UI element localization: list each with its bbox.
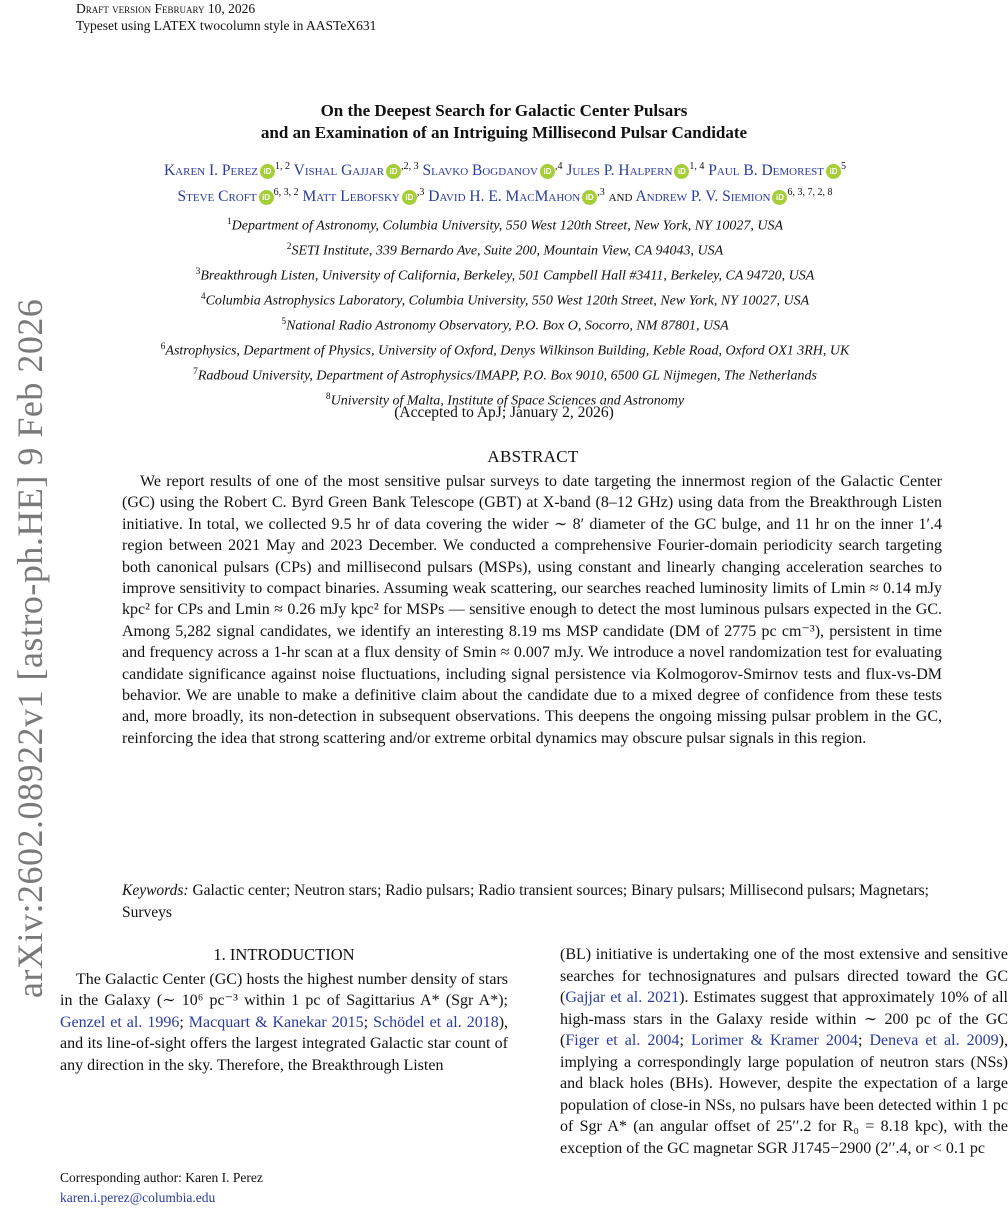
author-affil-sup: 3 bbox=[599, 187, 605, 199]
author-sep: , bbox=[554, 161, 558, 172]
corresponding-author: Corresponding author: Karen I. Perez bbox=[60, 1170, 263, 1185]
author-name[interactable]: Paul B. Demorest bbox=[708, 162, 825, 180]
affiliations bbox=[60, 212, 950, 412]
abstract-body: We report results of one of the most sensitive pulsar surveys to date targeting the innermost region of the Galactic Center (GC) using the Robert C. Byrd Green Bank Telescope (GBT) at X-band (8–12 GHz) using data from the Breakthrough Listen initiative. In total, we collected 9.5 hr of data covering the wider ∼ 8′ diameter of the GC bulge, and 11 hr on the inner 1′.4 region between 2021 May and 2023 December. We conducted a comprehensive Fourier-domain periodicity search targeting both canonical pulsars (CPs) and millisecond pulsars (MSPs), using constant and linearly changing acceleration searches to improve sensitivity to compact binaries. Assuming weak scattering, our searches reached luminosity limits of Lmin ≈ 0.14 mJy kpc² for CPs and Lmin ≈ 0.26 mJy kpc² for MSPs — sensitive enough to detect the most luminous pulsars expected in the GC. Among 5,282 signal candidates, we identify an interesting 8.19 ms MSP candidate (DM of 2775 pc cm⁻³), persistent in time and frequency across a 1-hr scan at a flux density of Smin ≈ 0.007 mJy. We introduce a novel randomization test for evaluating candidate significance against noise fluctuations, including signal persistence via Kolmogorov-Smirnov tests and flux-vs-DM behavior. We are unable to make a definitive claim about the candidate due to a mixed degree of confidence from these tests and, more broadly, its non-detection in subsequent observations. This deepens the ongoing missing pulsar problem in the GC, reinforcing the idea that strong scattering and/or extreme orbital dynamics may obscure pulsar signals in this region. bbox=[122, 473, 942, 747]
section-title: INTRODUCTION bbox=[229, 945, 355, 964]
author-sep: , bbox=[597, 187, 600, 199]
author-affil-sup: 6, 3, 7, 2, 8 bbox=[787, 187, 833, 199]
affiliation-number: 3 bbox=[195, 266, 201, 277]
author-name[interactable]: Karen I. Perez bbox=[163, 162, 259, 180]
author-affil-sup: 4 bbox=[557, 161, 563, 172]
author-affil-sup: 5 bbox=[841, 161, 847, 172]
right-column bbox=[560, 944, 1008, 1159]
affiliation bbox=[60, 262, 950, 287]
author-sep: , bbox=[416, 187, 420, 199]
citation-link[interactable]: Deneva et al. 2009 bbox=[869, 1032, 999, 1049]
body-text: ). Estimates suggest that approximately 10% of all high-mass stars in the Galaxy reside within ∼ 200 pc of the GC ( bbox=[560, 989, 1008, 1049]
and-word: and bbox=[608, 188, 633, 206]
body-text: ), implying a correspondingly large population of neutron stars (NSs) and black holes (BHs). However, despite the expectation of a large population of close-in NSs, no pulsars have been detected within 1 pc of Sgr A* (an angular offset of 25′′.2 for R₀ = 8.18 kpc), with the exception of the GC magnetar SGR J1745−2900 (2′′.4, or < 0.1 pc bbox=[560, 1032, 1008, 1157]
author-name[interactable]: David H. E. MacMahon bbox=[428, 188, 581, 206]
orcid-icon[interactable]: iD bbox=[402, 190, 417, 205]
citation-link[interactable]: Figer et al. 2004 bbox=[565, 1032, 680, 1049]
affiliation-number: 8 bbox=[325, 391, 331, 402]
citation-link[interactable]: Lorimer & Kramer 2004 bbox=[690, 1032, 858, 1049]
affiliation-text: Columbia Astrophysics Laboratory, Columbia University, 550 West 120th Street, New York, NY 10027, USA bbox=[205, 293, 810, 309]
affiliation bbox=[60, 212, 950, 237]
keywords bbox=[122, 880, 952, 923]
paper-title bbox=[0, 100, 1008, 144]
author-affil-sup: 6, 3, 2 bbox=[273, 187, 299, 199]
keywords-label: Keywords: bbox=[122, 882, 189, 899]
affiliation-number: 2 bbox=[286, 241, 292, 252]
orcid-icon[interactable]: iD bbox=[260, 164, 275, 179]
affiliation-number: 7 bbox=[193, 366, 198, 377]
keywords-list: Galactic center; Neutron stars; Radio pulsars; Radio transient sources; Binary pulsars; Millisecond pulsars; Magnetars; Surveys bbox=[122, 882, 929, 921]
intro-text: The Galactic Center (GC) hosts the highest number density of stars in the Galaxy (∼ 10⁶ pc⁻³ within 1 pc of Sagittarius A* (Sgr A*); bbox=[60, 970, 508, 1009]
orcid-icon[interactable]: iD bbox=[826, 164, 841, 179]
author-name[interactable]: Andrew P. V. Siemion bbox=[635, 188, 771, 206]
citation-link[interactable]: Macquart & Kanekar 2015 bbox=[188, 1013, 364, 1031]
affiliation bbox=[60, 312, 950, 337]
orcid-icon[interactable]: iD bbox=[259, 190, 274, 205]
affiliation-number: 1 bbox=[226, 217, 232, 227]
author-name[interactable]: Matt Lebofsky bbox=[302, 188, 400, 206]
arxiv-identifier[interactable]: arXiv:2602.08922v1 [astro-ph.HE] 9 Feb 2026 bbox=[10, 298, 50, 998]
corresponding-author-footnote bbox=[60, 1168, 500, 1208]
author-name[interactable]: Slavko Bogdanov bbox=[422, 162, 538, 180]
acceptance-note: (Accepted to ApJ; January 2, 2026) bbox=[394, 404, 614, 421]
affiliation bbox=[60, 362, 950, 387]
author-name[interactable]: Vishal Gajjar bbox=[293, 162, 385, 180]
affiliation-text: Breakthrough Listen, University of California, Berkeley, 501 Campbell Hall #3411, Berkeley, CA 94720, USA bbox=[200, 268, 815, 284]
affiliation-text: Department of Astronomy, Columbia University, 550 West 120th Street, New York, NY 10027, USA bbox=[231, 218, 784, 234]
author-affil-sup: 3 bbox=[419, 187, 425, 199]
affiliation-text: Radboud University, Department of Astrophysics/IMAPP, P.O. Box 9010, 6500 GL Nijmegen, The Netherlands bbox=[197, 368, 817, 384]
affiliation-number: 6 bbox=[160, 341, 166, 352]
affiliation-number: 5 bbox=[281, 316, 287, 327]
orcid-icon[interactable]: iD bbox=[674, 164, 689, 179]
citation-link[interactable]: Gajjar et al. 2021 bbox=[565, 989, 680, 1006]
title-line-1: On the Deepest Search for Galactic Center Pulsars bbox=[320, 101, 688, 120]
affiliation-text: National Radio Astronomy Observatory, P.O. Box O, Socorro, NM 87801, USA bbox=[286, 318, 729, 334]
author-affil-sup: 2, 3 bbox=[403, 161, 419, 172]
affiliation-text: Astrophysics, Department of Physics, University of Oxford, Denys Wilkinson Building, Keble Road, Oxford OX1 3RH, UK bbox=[165, 343, 850, 359]
orcid-icon[interactable]: iD bbox=[386, 164, 401, 179]
citation-link[interactable]: Schödel et al. 2018 bbox=[373, 1013, 499, 1031]
section-number: 1. bbox=[213, 945, 226, 964]
typeset-line: Typeset using LATEX twocolumn style in AASTeX631 bbox=[76, 18, 377, 33]
author-affil-sup: 1, 2 bbox=[275, 161, 291, 172]
intro-paragraph: The Galactic Center (GC) hosts the highest number density of stars in the Galaxy (∼ 10⁶ pc⁻³ within 1 pc of Sagittarius A* (Sgr A*); Genzel et al. 1996; Macquart & Kanekar 2015; Schödel et al. 2018), and its line-of-sight offers the largest integrated Galactic star count of any direction in the sky. Therefore, the Breakthrough Listen bbox=[60, 970, 509, 1074]
title-line-2: and an Examination of an Intriguing Millisecond Pulsar Candidate bbox=[260, 123, 748, 142]
author-name[interactable]: Jules P. Halpern bbox=[566, 162, 673, 180]
section-heading bbox=[60, 944, 508, 966]
author-affil-sup: 1, 4 bbox=[689, 161, 705, 172]
author-email-link[interactable]: karen.i.perez@columbia.edu bbox=[60, 1190, 216, 1205]
intro-text: ), and its line-of-sight offers the largest integrated Galactic star count of any direction in the sky. Therefore, the Breakthrough Listen bbox=[60, 1013, 509, 1074]
affiliation bbox=[60, 287, 950, 312]
author-name[interactable]: Steve Croft bbox=[177, 188, 257, 206]
orcid-icon[interactable]: iD bbox=[582, 190, 597, 205]
citation-link[interactable]: Genzel et al. 1996 bbox=[60, 1013, 180, 1031]
affiliation-text: University of Malta, Institute of Space Sciences and Astronomy bbox=[330, 393, 685, 409]
affiliation-number: 4 bbox=[200, 291, 206, 302]
affiliation-text: SETI Institute, 339 Bernardo Ave, Suite 200, Mountain View, CA 94043, USA bbox=[291, 243, 724, 259]
abstract-heading: ABSTRACT bbox=[487, 447, 579, 466]
intro-continued: (BL) initiative is undertaking one of the most extensive and sensitive searches for technosignatures and pulsars directed toward the GC (Gajjar et al. 2021). Estimates suggest that approximately 10% of all high-mass stars in the Galaxy reside within ∼ 200 pc of the GC (Figer et al. 2004; Lorimer & Kramer 2004; Deneva et al. 2009), implying a correspondingly large population of neutron stars (NSs) and black holes (BHs). However, despite the expectation of a large population of close-in NSs, no pulsars have been detected within 1 pc of Sgr A* (an angular offset of 25′′.2 for R₀ = 8.18 kpc), with the exception of the GC magnetar SGR J1745−2900 (2′′.4, or < 0.1 pc bbox=[560, 946, 1008, 1157]
author-sep: , bbox=[401, 161, 404, 172]
affiliation bbox=[60, 237, 950, 262]
affiliation bbox=[60, 337, 950, 362]
orcid-icon[interactable]: iD bbox=[772, 190, 787, 205]
left-column bbox=[60, 944, 508, 1076]
body-text: (BL) initiative is undertaking one of the most extensive and sensitive searches for technosignatures and pulsars directed toward the GC ( bbox=[560, 946, 1008, 1006]
orcid-icon[interactable]: iD bbox=[540, 164, 555, 179]
page-header bbox=[76, 0, 376, 34]
author-list bbox=[60, 156, 950, 208]
draft-line: Draft version February 10, 2026 bbox=[76, 1, 256, 16]
